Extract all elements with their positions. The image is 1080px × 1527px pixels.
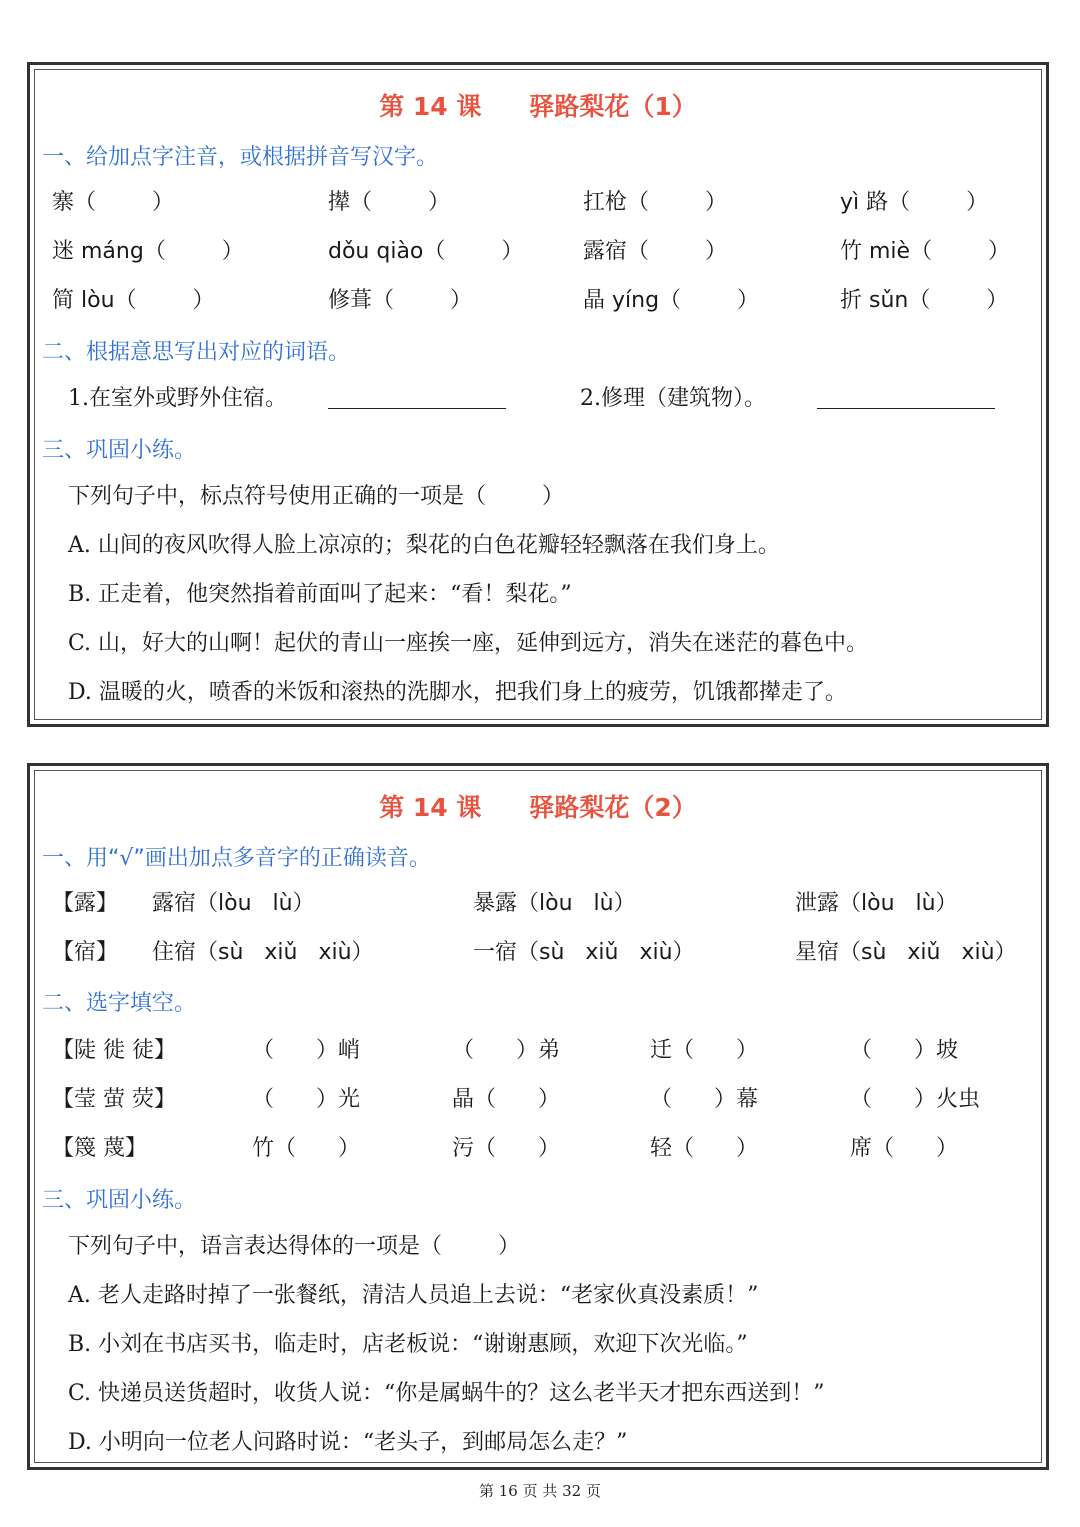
pinyin-item: 露宿（ ） (583, 239, 727, 264)
polyphone-item: 住宿（sù xiǔ xiù） (152, 940, 374, 965)
option-a: A. 老人走路时掉了一张餐纸，清洁人员追上去说：“老家伙真没素质！” (68, 1283, 759, 1308)
section-1-heading: 一、给加点字注音，或根据拼音写汉字。 (42, 145, 439, 170)
fill-item: 轻（ ） (650, 1136, 758, 1161)
answer-blank[interactable] (328, 408, 506, 409)
option-b: B. 小刘在书店买书，临走时，店老板说：“谢谢惠顾，欢迎下次光临。” (68, 1332, 748, 1357)
fill-item: （ ）火虫 (850, 1087, 980, 1112)
fill-item: （ ）峭 (252, 1038, 360, 1063)
pinyin-item: yì 路（ ） (840, 190, 989, 215)
pinyin-item: 迷 máng（ ） (52, 239, 244, 264)
polyphone-item: 露宿（lòu lù） (152, 891, 315, 916)
pinyin-item: dǒu qiào（ ） (328, 239, 524, 264)
pinyin-item: 竹 miè（ ） (840, 239, 1011, 264)
definition-item: 2.修理（建筑物）。 (580, 386, 766, 411)
pinyin-item: 修葺（ ） (328, 288, 472, 313)
polyphone-label: 【露】 (52, 891, 119, 916)
option-b: B. 正走着，他突然指着前面叫了起来：“看！梨花。” (68, 582, 572, 607)
definition-item: 1.在室外或野外住宿。 (68, 386, 287, 411)
fill-item: （ ）幕 (650, 1087, 758, 1112)
fill-item: （ ）光 (252, 1087, 360, 1112)
worksheet-2-title (30, 788, 1046, 824)
polyphone-item: 泄露（lòu lù） (795, 891, 958, 916)
answer-blank[interactable] (817, 408, 995, 409)
worksheet-1 (27, 62, 1049, 727)
fill-label: 【莹 萤 荧】 (52, 1087, 176, 1112)
fill-label: 【篾 蔑】 (52, 1136, 147, 1161)
lesson-number: 第 14 课 (379, 793, 482, 822)
pinyin-item: 扛枪（ ） (583, 190, 727, 215)
polyphone-item: 一宿（sù xiǔ xiù） (473, 940, 695, 965)
pinyin-item: 折 sǔn（ ） (840, 288, 1009, 313)
polyphone-label: 【宿】 (52, 940, 119, 965)
section-2-heading: 二、根据意思写出对应的词语。 (42, 340, 351, 365)
polyphone-item: 星宿（sù xiǔ xiù） (795, 940, 1017, 965)
option-a: A. 山间的夜风吹得人脸上凉凉的；梨花的白色花瓣轻轻飘落在我们身上。 (68, 533, 780, 558)
option-d: D. 小明向一位老人问路时说：“老头子，到邮局怎么走？” (68, 1430, 628, 1455)
polyphone-item: 暴露（lòu lù） (473, 891, 636, 916)
lesson-name: 驿路梨花（2） (529, 793, 697, 822)
fill-item: 席（ ） (850, 1136, 958, 1161)
fill-item: （ ）坡 (850, 1038, 958, 1063)
fill-item: 竹（ ） (252, 1136, 360, 1161)
lesson-number: 第 14 课 (379, 92, 482, 121)
page-number: 第 16 页 共 32 页 (478, 1482, 601, 1500)
fill-item: 晶（ ） (452, 1087, 560, 1112)
pinyin-item: 寨（ ） (52, 190, 174, 215)
lesson-name: 驿路梨花（1） (529, 92, 697, 121)
worksheet-2 (27, 763, 1049, 1470)
fill-item: 污（ ） (452, 1136, 560, 1161)
option-c: C. 山，好大的山啊！起伏的青山一座挨一座，延伸到远方，消失在迷茫的暮色中。 (68, 631, 869, 656)
option-c: C. 快递员送货超时，收货人说：“你是属蜗牛的？这么老半天才把东西送到！” (68, 1381, 825, 1406)
pinyin-item: 撵（ ） (328, 190, 450, 215)
fill-label: 【陡 徙 徒】 (52, 1038, 176, 1063)
section-3-heading: 三、巩固小练。 (42, 1188, 197, 1213)
fill-item: 迁（ ） (650, 1038, 758, 1063)
section-2-heading: 二、选字填空。 (42, 991, 197, 1016)
question-text: 下列句子中，标点符号使用正确的一项是（ ） (68, 484, 564, 509)
section-3-heading: 三、巩固小练。 (42, 438, 197, 463)
pinyin-item: 晶 yíng（ ） (583, 288, 759, 313)
option-d: D. 温暖的火，喷香的米饭和滚热的洗脚水，把我们身上的疲劳，饥饿都撵走了。 (68, 680, 847, 705)
worksheet-1-title (30, 87, 1046, 123)
fill-item: （ ）弟 (452, 1038, 560, 1063)
pinyin-item: 简 lòu（ ） (52, 288, 215, 313)
question-text: 下列句子中，语言表达得体的一项是（ ） (68, 1234, 520, 1259)
section-1-heading: 一、用“√”画出加点多音字的正确读音。 (42, 846, 431, 871)
